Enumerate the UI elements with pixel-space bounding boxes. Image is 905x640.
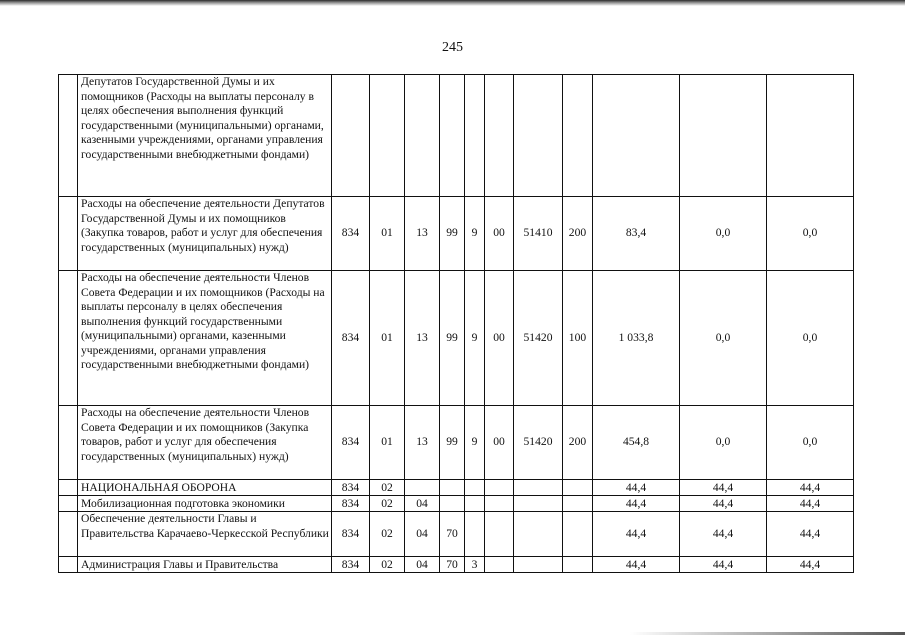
section-code: 02 xyxy=(370,496,405,512)
subsection-code: 04 xyxy=(405,557,440,573)
page-number: 245 xyxy=(442,40,463,55)
blank-cell xyxy=(59,496,78,512)
main-event-code xyxy=(485,75,514,197)
amount-cell: 44,4 xyxy=(593,480,680,496)
subprogram-code: 9 xyxy=(465,197,485,271)
table-row xyxy=(59,197,854,271)
section-code xyxy=(370,75,405,197)
main-event-code: 00 xyxy=(485,406,514,480)
scan-edge-top xyxy=(0,0,905,6)
table-row xyxy=(59,480,854,496)
amount-cell: 44,4 xyxy=(593,496,680,512)
table-row xyxy=(59,557,854,573)
blank-cell xyxy=(59,75,78,197)
direction-code: 51420 xyxy=(514,271,563,406)
table-row xyxy=(59,496,854,512)
subprogram-code xyxy=(465,75,485,197)
amount-cell: 44,4 xyxy=(680,480,767,496)
program-code xyxy=(440,496,465,512)
row-name: Расходы на обеспечение деятельности Членов Совета Федерации и их помощников (Закупка товаров, работ и услуг для обеспечения государственных (муниципальных) нужд) xyxy=(78,406,332,480)
ministry-code: 834 xyxy=(332,496,370,512)
ministry-code: 834 xyxy=(332,512,370,557)
main-event-code xyxy=(485,496,514,512)
expense-type-code: 100 xyxy=(563,271,593,406)
amount-cell xyxy=(767,75,854,197)
ministry-code: 834 xyxy=(332,406,370,480)
expense-type-code: 200 xyxy=(563,197,593,271)
main-event-code xyxy=(485,480,514,496)
program-code: 70 xyxy=(440,557,465,573)
amount-cell: 44,4 xyxy=(767,496,854,512)
expense-type-code xyxy=(563,512,593,557)
blank-cell xyxy=(59,512,78,557)
table-row xyxy=(59,406,854,480)
subsection-code xyxy=(405,75,440,197)
amount-cell xyxy=(680,75,767,197)
ministry-code: 834 xyxy=(332,480,370,496)
expense-type-code: 200 xyxy=(563,406,593,480)
subprogram-code: 3 xyxy=(465,557,485,573)
expense-type-code xyxy=(563,557,593,573)
program-code xyxy=(440,75,465,197)
blank-cell xyxy=(59,271,78,406)
main-event-code xyxy=(485,557,514,573)
subprogram-code: 9 xyxy=(465,271,485,406)
subsection-code: 13 xyxy=(405,406,440,480)
section-code: 02 xyxy=(370,480,405,496)
expense-type-code xyxy=(563,75,593,197)
subprogram-code: 9 xyxy=(465,406,485,480)
program-code: 99 xyxy=(440,406,465,480)
amount-cell: 44,4 xyxy=(767,512,854,557)
section-code: 02 xyxy=(370,512,405,557)
direction-code: 51410 xyxy=(514,197,563,271)
program-code xyxy=(440,480,465,496)
subsection-code: 04 xyxy=(405,512,440,557)
direction-code xyxy=(514,75,563,197)
amount-cell: 44,4 xyxy=(680,496,767,512)
subsection-code: 13 xyxy=(405,271,440,406)
row-name: Администрация Главы и Правительства xyxy=(78,557,332,573)
amount-cell: 44,4 xyxy=(767,557,854,573)
subprogram-code xyxy=(465,480,485,496)
amount-cell: 44,4 xyxy=(593,557,680,573)
subsection-code xyxy=(405,480,440,496)
main-event-code xyxy=(485,512,514,557)
amount-cell: 44,4 xyxy=(593,512,680,557)
amount-cell xyxy=(593,75,680,197)
section-code: 01 xyxy=(370,197,405,271)
amount-cell: 44,4 xyxy=(767,480,854,496)
row-name: Депутатов Государственной Думы и их помощников (Расходы на выплаты персоналу в целях обеспечения выполнения функций государственными (муниципальными) органами, казенными учреждениями, органами управления государственными внебюджетными фондами) xyxy=(78,75,332,197)
row-name: Мобилизационная подготовка экономики xyxy=(78,496,332,512)
ministry-code: 834 xyxy=(332,271,370,406)
amount-cell: 0,0 xyxy=(680,406,767,480)
direction-code xyxy=(514,512,563,557)
subsection-code: 04 xyxy=(405,496,440,512)
program-code: 70 xyxy=(440,512,465,557)
program-code: 99 xyxy=(440,271,465,406)
ministry-code: 834 xyxy=(332,197,370,271)
main-event-code: 00 xyxy=(485,197,514,271)
expense-type-code xyxy=(563,496,593,512)
amount-cell: 454,8 xyxy=(593,406,680,480)
amount-cell: 0,0 xyxy=(767,271,854,406)
amount-cell: 0,0 xyxy=(680,197,767,271)
amount-cell: 44,4 xyxy=(680,557,767,573)
direction-code xyxy=(514,557,563,573)
row-name: НАЦИОНАЛЬНАЯ ОБОРОНА xyxy=(78,480,332,496)
row-name: Расходы на обеспечение деятельности Членов Совета Федерации и их помощников (Расходы на выплаты персоналу в целях обеспечения выполнения функций государственными (муниципальными) органами, казенными учреждениями, органами управления государственными внебюджетными фондами) xyxy=(78,271,332,406)
blank-cell xyxy=(59,480,78,496)
amount-cell: 1 033,8 xyxy=(593,271,680,406)
table-row xyxy=(59,271,854,406)
ministry-code: 834 xyxy=(332,557,370,573)
program-code: 99 xyxy=(440,197,465,271)
blank-cell xyxy=(59,406,78,480)
subsection-code: 13 xyxy=(405,197,440,271)
table-row xyxy=(59,512,854,557)
budget-table xyxy=(58,74,854,573)
amount-cell: 44,4 xyxy=(680,512,767,557)
blank-cell xyxy=(59,197,78,271)
direction-code: 51420 xyxy=(514,406,563,480)
amount-cell: 0,0 xyxy=(767,197,854,271)
direction-code xyxy=(514,480,563,496)
main-event-code: 00 xyxy=(485,271,514,406)
section-code: 02 xyxy=(370,557,405,573)
section-code: 01 xyxy=(370,406,405,480)
blank-cell xyxy=(59,557,78,573)
subprogram-code xyxy=(465,496,485,512)
expense-type-code xyxy=(563,480,593,496)
amount-cell: 0,0 xyxy=(767,406,854,480)
amount-cell: 83,4 xyxy=(593,197,680,271)
section-code: 01 xyxy=(370,271,405,406)
subprogram-code xyxy=(465,512,485,557)
direction-code xyxy=(514,496,563,512)
scan-edge-bottom xyxy=(630,632,905,635)
ministry-code xyxy=(332,75,370,197)
table-row xyxy=(59,75,854,197)
row-name: Расходы на обеспечение деятельности Депутатов Государственной Думы и их помощников (Закупка товаров, работ и услуг для обеспечения государственных (муниципальных) нужд) xyxy=(78,197,332,271)
row-name: Обеспечение деятельности Главы и Правительства Карачаево-Черкесской Республики xyxy=(78,512,332,557)
amount-cell: 0,0 xyxy=(680,271,767,406)
